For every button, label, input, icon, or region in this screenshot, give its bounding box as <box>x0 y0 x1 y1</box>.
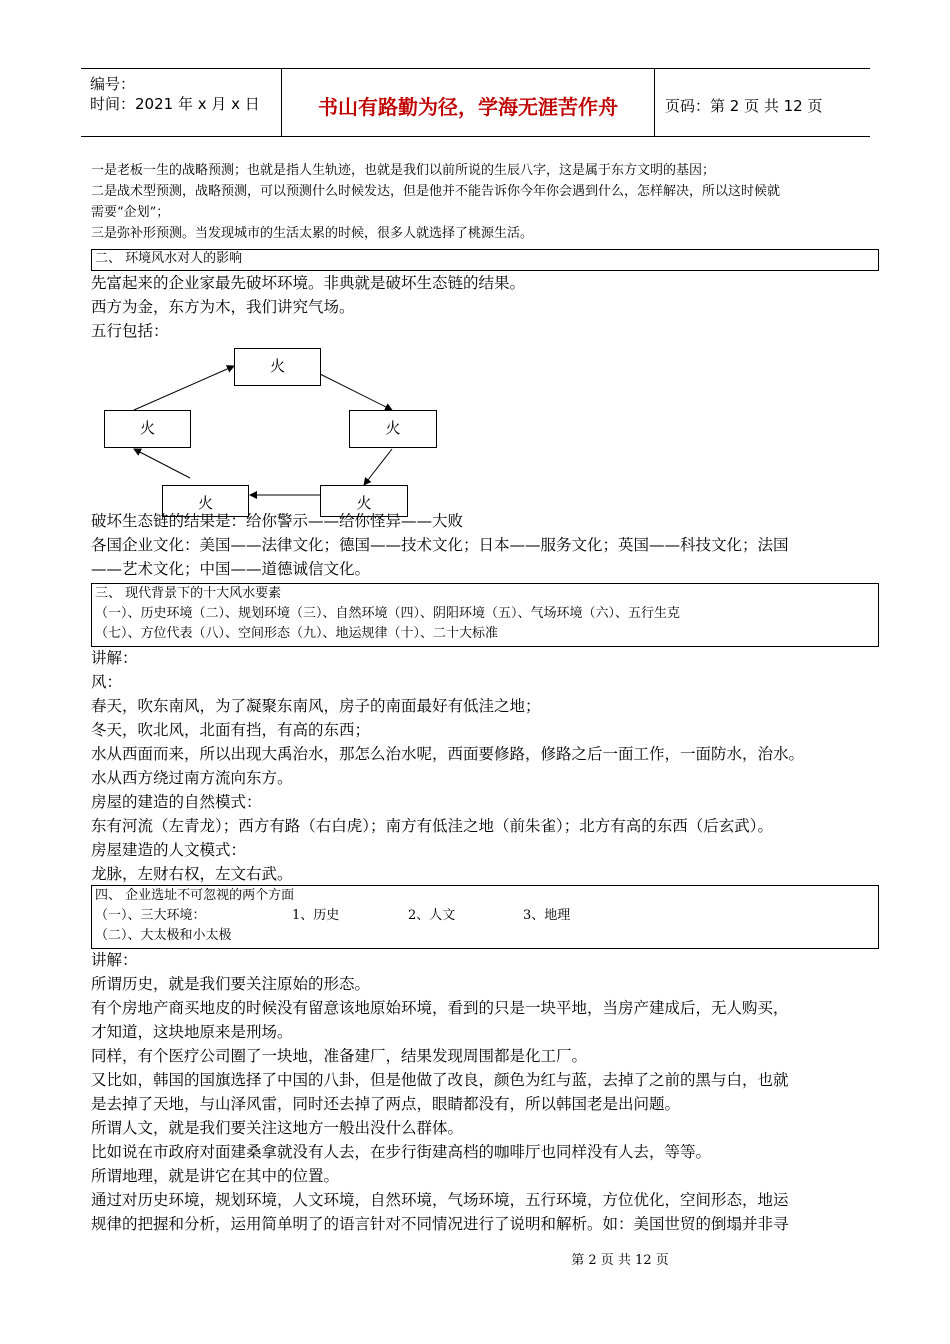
section-4-title: 四、 企业选址不可忽视的两个方面 <box>95 888 295 903</box>
body-line: 又比如，韩国的国旗选择了中国的八卦，但是他做了改良，颜色为红与蓝，去掉了之前的黑与白，也就 <box>91 1071 789 1089</box>
arrow-right-to-bottom-right <box>364 449 392 485</box>
section-4-history: 1、历史 <box>292 908 340 923</box>
intro-paragraph <box>91 160 871 244</box>
body-line: 所谓历史，就是我们要关注原始的形态。 <box>91 975 371 993</box>
body-line: 破坏生态链的结果是：给你警示——给你怪异——大败 <box>91 512 464 530</box>
document-number-label: 编号： <box>90 75 136 93</box>
body-line: 规律的把握和分析，运用简单明了的语言针对不同情况进行了说明和解析。如：美国世贸的倒塌并非寻 <box>91 1215 789 1233</box>
header-right-cell <box>654 69 870 136</box>
page-footer <box>0 1249 950 1268</box>
body-line: 水从西面而来，所以出现大禹治水，那怎么治水呢，西面要修路，修路之后一面工作，一面防水，治水。 <box>91 745 805 763</box>
section-2-body <box>91 271 525 343</box>
body-line: 同样，有个医疗公司圈了一块地，准备建厂，结果发现周围都是化工厂。 <box>91 1047 588 1065</box>
section-3-box <box>91 583 879 647</box>
body-line: 所谓人文，就是我们要关注这地方一般出没什么群体。 <box>91 1119 464 1137</box>
body-line: 龙脉，左财右权，左文右武。 <box>91 865 293 883</box>
header-left-cell <box>81 69 281 136</box>
section-3-line-2: （七）、方位代表（八）、空间形态（九）、地运规律（十）、二十大标准 <box>95 626 499 641</box>
body-line: 西方为金，东方为木，我们讲究气场。 <box>91 298 355 316</box>
section-4-body <box>91 948 789 1236</box>
intro-line: 一是老板一生的战略预测；也就是指人生轨迹，也就是我们以前所说的生辰八字，这是属于东方文明的基因； <box>91 163 716 178</box>
body-line: 房屋建造的人文模式： <box>91 841 247 859</box>
header-motto: 书山有路勤为径，学海无涯苦作舟 <box>318 95 618 119</box>
body-line: 春天，吹东南风，为了凝聚东南风，房子的南面最好有低洼之地； <box>91 697 541 715</box>
section-3-body <box>91 646 804 886</box>
header-motto-cell <box>281 69 655 136</box>
body-line: 水从西方绕过南方流向东方。 <box>91 769 293 787</box>
body-line: 五行包括： <box>91 322 169 340</box>
section-2-title-box <box>91 249 879 271</box>
body-line: 冬天，吹北风，北面有挡，有高的东西； <box>91 721 371 739</box>
intro-line: 需要“企划”； <box>91 205 170 220</box>
body-line: ——艺术文化；中国——道德诚信文化。 <box>91 560 371 578</box>
section-4-line-2: （二）、大太极和小太极 <box>95 928 232 943</box>
body-line: 有个房地产商买地皮的时候没有留意该地原始环境，看到的只是一块平地，当房产建成后，无人购买， <box>91 999 789 1017</box>
diagram-node-left: 火 <box>104 410 191 448</box>
footer-page-number: 第 2 页 共 12 页 <box>571 1253 669 1268</box>
body-line: 才知道，这块地原来是刑场。 <box>91 1023 293 1041</box>
section-3-line-1: （一）、历史环境（二）、规划环境（三）、自然环境（四）、阴阳环境（五）、气场环境（六）、五行生克 <box>95 606 681 621</box>
diagram-node-right: 火 <box>349 410 437 448</box>
body-line: 房屋的建造的自然模式： <box>91 793 262 811</box>
body-line: 东有河流（左青龙）；西方有路（右白虎）；南方有低洼之地（前朱雀）；北方有高的东西（后玄武）。 <box>91 817 774 835</box>
section-4-geography: 3、地理 <box>523 908 571 923</box>
body-line: 所谓地理，就是讲它在其中的位置。 <box>91 1167 340 1185</box>
document-date-label: 时间：2021 年 x 月 x 日 <box>90 95 260 113</box>
arrow-bottom-left-to-left <box>134 449 190 478</box>
page-number-label: 页码：第 2 页 共 12 页 <box>665 97 823 115</box>
after-diagram-body <box>91 509 789 581</box>
body-line: 讲解： <box>91 951 138 969</box>
section-3-title: 三、 现代背景下的十大风水要素 <box>95 586 282 601</box>
page-header <box>81 68 870 137</box>
intro-line: 三是弥补形预测。当发现城市的生活太累的时候，很多人就选择了桃源生活。 <box>91 226 534 241</box>
body-line: 风： <box>91 673 123 691</box>
section-2-title: 二、 环境风水对人的影响 <box>95 251 243 266</box>
section-4-row-1 <box>92 906 878 926</box>
body-line: 是去掉了天地，与山泽风雷，同时还去掉了两点，眼睛都没有，所以韩国老是出问题。 <box>91 1095 681 1113</box>
intro-line: 二是战术型预测，战略预测，可以预测什么时候发达，但是他并不能告诉你今年你会遇到什么，怎样解决，所以这时候就 <box>91 184 781 199</box>
section-4-culture: 2、人文 <box>408 908 456 923</box>
body-line: 各国企业文化：美国——法律文化；德国——技术文化；日本——服务文化；英国——科技文化；法国 <box>91 536 789 554</box>
arrow-top-to-right <box>320 374 392 410</box>
diagram-node-bottom-left: 火 <box>162 485 249 517</box>
section-4-row-1-label: （一）、三大环境： <box>95 908 206 923</box>
diagram-node-top: 火 <box>234 348 321 386</box>
body-line: 先富起来的企业家最先破坏环境。非典就是破坏生态链的结果。 <box>91 274 526 292</box>
body-line: 比如说在市政府对面建桑拿就没有人去，在步行街建高档的咖啡厅也同样没有人去，等等。 <box>91 1143 712 1161</box>
section-4-box <box>91 885 879 949</box>
arrow-left-to-top <box>134 366 234 410</box>
body-line: 讲解： <box>91 649 138 667</box>
body-line: 通过对历史环境，规划环境，人文环境，自然环境，气场环境，五行环境，方位优化，空间形态，地运 <box>91 1191 789 1209</box>
diagram-node-bottom-right: 火 <box>320 485 408 517</box>
